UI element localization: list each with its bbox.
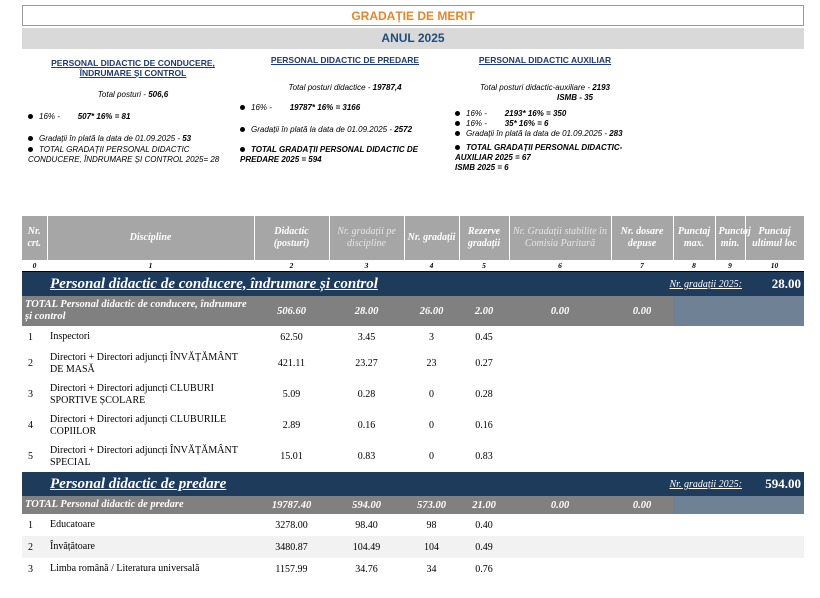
row-nr: 4 xyxy=(28,420,33,431)
table-row xyxy=(22,441,804,472)
row-nr: 1 xyxy=(28,519,33,531)
row-discipline: Directori + Directori adjuncți ÎNVĂȚĂMÂNT DE MASĂ xyxy=(50,351,238,375)
table-row xyxy=(22,536,804,558)
total-dosare: 0.00 xyxy=(611,296,673,326)
section-nr-value: 28.00 xyxy=(745,272,804,297)
row-rezerve: 0.83 xyxy=(475,451,493,462)
table-row xyxy=(22,558,804,580)
header-min: Punctaj min. xyxy=(715,216,745,260)
header-nr: Nr. crt. xyxy=(22,216,47,260)
table-row xyxy=(22,326,804,348)
row-grad-disc: 104.49 xyxy=(329,536,404,558)
table-header xyxy=(22,216,804,260)
row-nr: 1 xyxy=(28,331,33,343)
document-title: GRADAȚIE DE MERIT xyxy=(22,5,804,26)
row-grad: 0 xyxy=(429,389,434,400)
row-rezerve: 0.16 xyxy=(475,420,493,431)
summary-auxiliar xyxy=(455,55,635,173)
row-grad-disc: 0.83 xyxy=(357,451,376,462)
total-didactic: 19787.40 xyxy=(254,496,329,514)
section-total-row xyxy=(22,496,804,514)
total-rezerve: 21.00 xyxy=(459,496,509,514)
row-grad: 23 xyxy=(426,358,437,369)
row-didactic: 62.50 xyxy=(280,331,303,343)
summary-heading: PERSONAL DIDACTIC AUXILIAR xyxy=(478,55,612,65)
total-grades: TOTAL GRADAȚII PERSONAL DIDACTIC-AUXILIAR 2025 = 67 xyxy=(455,143,623,162)
index-cell: 2 xyxy=(254,260,329,272)
summary-predare xyxy=(240,55,450,165)
total-grad-disc: 594.00 xyxy=(329,496,404,514)
ismb-posts: ISMB - 35 xyxy=(556,93,593,102)
total-posts: Total posturi - 506,6 xyxy=(97,90,169,99)
total-label: TOTAL Personal didactic de predare xyxy=(22,496,254,514)
row-grad-disc: 34.76 xyxy=(355,563,378,575)
percent-calc-ismb: 16% - 35* 16% = 6 xyxy=(455,119,635,129)
index-cell: 1 xyxy=(47,260,254,272)
index-cell: 8 xyxy=(673,260,715,272)
row-discipline: Inspectori xyxy=(50,331,90,342)
index-cell: 9 xyxy=(715,260,745,272)
row-didactic: 5.09 xyxy=(282,389,301,400)
row-rezerve: 0.76 xyxy=(475,563,493,575)
row-discipline: Educatoare xyxy=(50,519,95,530)
total-didactic: 506.60 xyxy=(254,296,329,326)
section-nr-label: Nr. gradații 2025: xyxy=(611,272,745,297)
table-row xyxy=(22,348,804,379)
total-rezerve: 2.00 xyxy=(459,296,509,326)
grades-table xyxy=(22,216,805,580)
row-discipline: Limba română / Literatura universală xyxy=(50,563,200,574)
row-nr: 3 xyxy=(28,389,33,400)
paid-grades: Gradații în plată la data de 01.09.2025 - 283 xyxy=(455,129,635,139)
section-header xyxy=(22,472,804,496)
row-grad: 34 xyxy=(426,563,437,575)
document-year: ANUL 2025 xyxy=(22,28,804,49)
total-label: TOTAL Personal didactic de conducere, îndrumare și control xyxy=(22,296,254,326)
index-cell: 10 xyxy=(745,260,804,272)
row-didactic: 2.89 xyxy=(282,420,301,431)
row-didactic: 15.01 xyxy=(280,451,303,462)
row-didactic: 1157.99 xyxy=(275,563,308,575)
row-grad: 0 xyxy=(429,420,434,431)
row-grad: 104 xyxy=(404,536,459,558)
header-rezerve: Rezerve gradații xyxy=(459,216,509,260)
paid-grades: Gradații în plată la data de 01.09.2025 - 2572 xyxy=(240,125,450,135)
header-discipline: Discipline xyxy=(47,216,254,260)
row-didactic: 3278.00 xyxy=(275,519,308,531)
row-didactic: 3480.87 xyxy=(254,536,329,558)
total-grad: 26.00 xyxy=(404,296,459,326)
row-rezerve: 0.27 xyxy=(475,358,493,369)
total-comisie: 0.00 xyxy=(509,296,611,326)
header-grad-disc: Nr. gradații pe discipline xyxy=(329,216,404,260)
row-rezerve: 0.28 xyxy=(475,389,493,400)
section-title: Personal didactic de conducere, îndrumare și control xyxy=(47,272,611,297)
section-total-row xyxy=(22,296,804,326)
row-grad-disc: 23.27 xyxy=(355,358,378,369)
header-dosare: Nr. dosare depuse xyxy=(611,216,673,260)
index-cell: 7 xyxy=(611,260,673,272)
row-discipline: Învățătoare xyxy=(47,536,254,558)
total-comisie: 0.00 xyxy=(509,496,611,514)
index-cell: 6 xyxy=(509,260,611,272)
index-cell: 5 xyxy=(459,260,509,272)
row-grad-disc: 98.40 xyxy=(355,519,378,531)
section-nr-label: Nr. gradații 2025: xyxy=(611,472,745,496)
percent-calc: 16% - 2193* 16% = 350 xyxy=(455,109,635,119)
row-didactic: 421.11 xyxy=(277,358,306,369)
index-cell: 0 xyxy=(22,260,47,272)
percent-calc: 16% - 507* 16% = 81 xyxy=(28,112,238,122)
row-grad: 3 xyxy=(429,331,434,343)
index-cell: 3 xyxy=(329,260,404,272)
paid-grades: Gradații în plată la data de 01.09.2025 - 53 xyxy=(28,134,238,144)
row-nr: 3 xyxy=(28,563,33,575)
section-header xyxy=(22,272,804,297)
row-grad-disc: 0.16 xyxy=(357,420,376,431)
table-row xyxy=(22,410,804,441)
index-row xyxy=(22,260,804,272)
index-cell: 4 xyxy=(404,260,459,272)
row-nr: 2 xyxy=(28,358,33,369)
header-max: Punctaj max. xyxy=(673,216,715,260)
row-grad-disc: 0.28 xyxy=(357,389,376,400)
section-title: Personal didactic de predare xyxy=(47,472,611,496)
total-posts: Total posturi didactice - 19787,4 xyxy=(288,83,402,92)
table-row xyxy=(22,514,804,536)
row-grad: 98 xyxy=(426,519,437,531)
table-row xyxy=(22,379,804,410)
section-nr-value: 594.00 xyxy=(745,472,804,496)
row-rezerve: 0.45 xyxy=(475,331,493,343)
row-discipline: Directori + Directori adjuncți CLUBURI SPORTIVE ȘCOLARE xyxy=(50,382,214,406)
total-dosare: 0.00 xyxy=(611,496,673,514)
header-didactic: Didactic (posturi) xyxy=(254,216,329,260)
summary-heading: PERSONAL DIDACTIC DE CONDUCERE, ÎNDRUMARE ȘI CONTROL xyxy=(51,58,215,78)
row-rezerve: 0.49 xyxy=(459,536,509,558)
row-nr: 5 xyxy=(28,451,33,462)
total-grades: TOTAL GRADAȚII PERSONAL DIDACTIC DE PREDARE 2025 = 594 xyxy=(240,145,418,164)
row-rezerve: 0.40 xyxy=(475,519,493,531)
row-discipline: Directori + Directori adjuncți CLUBURILE COPIILOR xyxy=(50,413,227,437)
total-grades-ismb: ISMB 2025 = 6 xyxy=(455,163,509,172)
total-grades: TOTAL GRADAȚII PERSONAL DIDACTIC CONDUCERE, ÎNDRUMARE ȘI CONTROL 2025= 28 xyxy=(28,145,220,164)
header-ultim: Punctaj ultimul loc xyxy=(745,216,804,260)
total-grad-disc: 28.00 xyxy=(329,296,404,326)
row-grad-disc: 3.45 xyxy=(357,331,376,343)
row-discipline: Directori + Directori adjuncți ÎNVĂȚĂMÂNT SPECIAL xyxy=(50,444,238,468)
header-grad: Nr. gradații xyxy=(404,216,459,260)
total-posts: Total posturi didactic-auxiliare - 2193 xyxy=(480,83,610,92)
summary-heading: PERSONAL DIDACTIC DE PREDARE xyxy=(270,55,420,65)
summary-conducere xyxy=(28,58,238,165)
row-grad: 0 xyxy=(429,451,434,462)
header-comisie: Nr. Gradații stabilite în Comisia Paritară xyxy=(509,216,611,260)
total-grad: 573.00 xyxy=(404,496,459,514)
row-nr: 2 xyxy=(22,536,47,558)
percent-calc: 16% - 19787* 16% = 3166 xyxy=(240,103,450,113)
